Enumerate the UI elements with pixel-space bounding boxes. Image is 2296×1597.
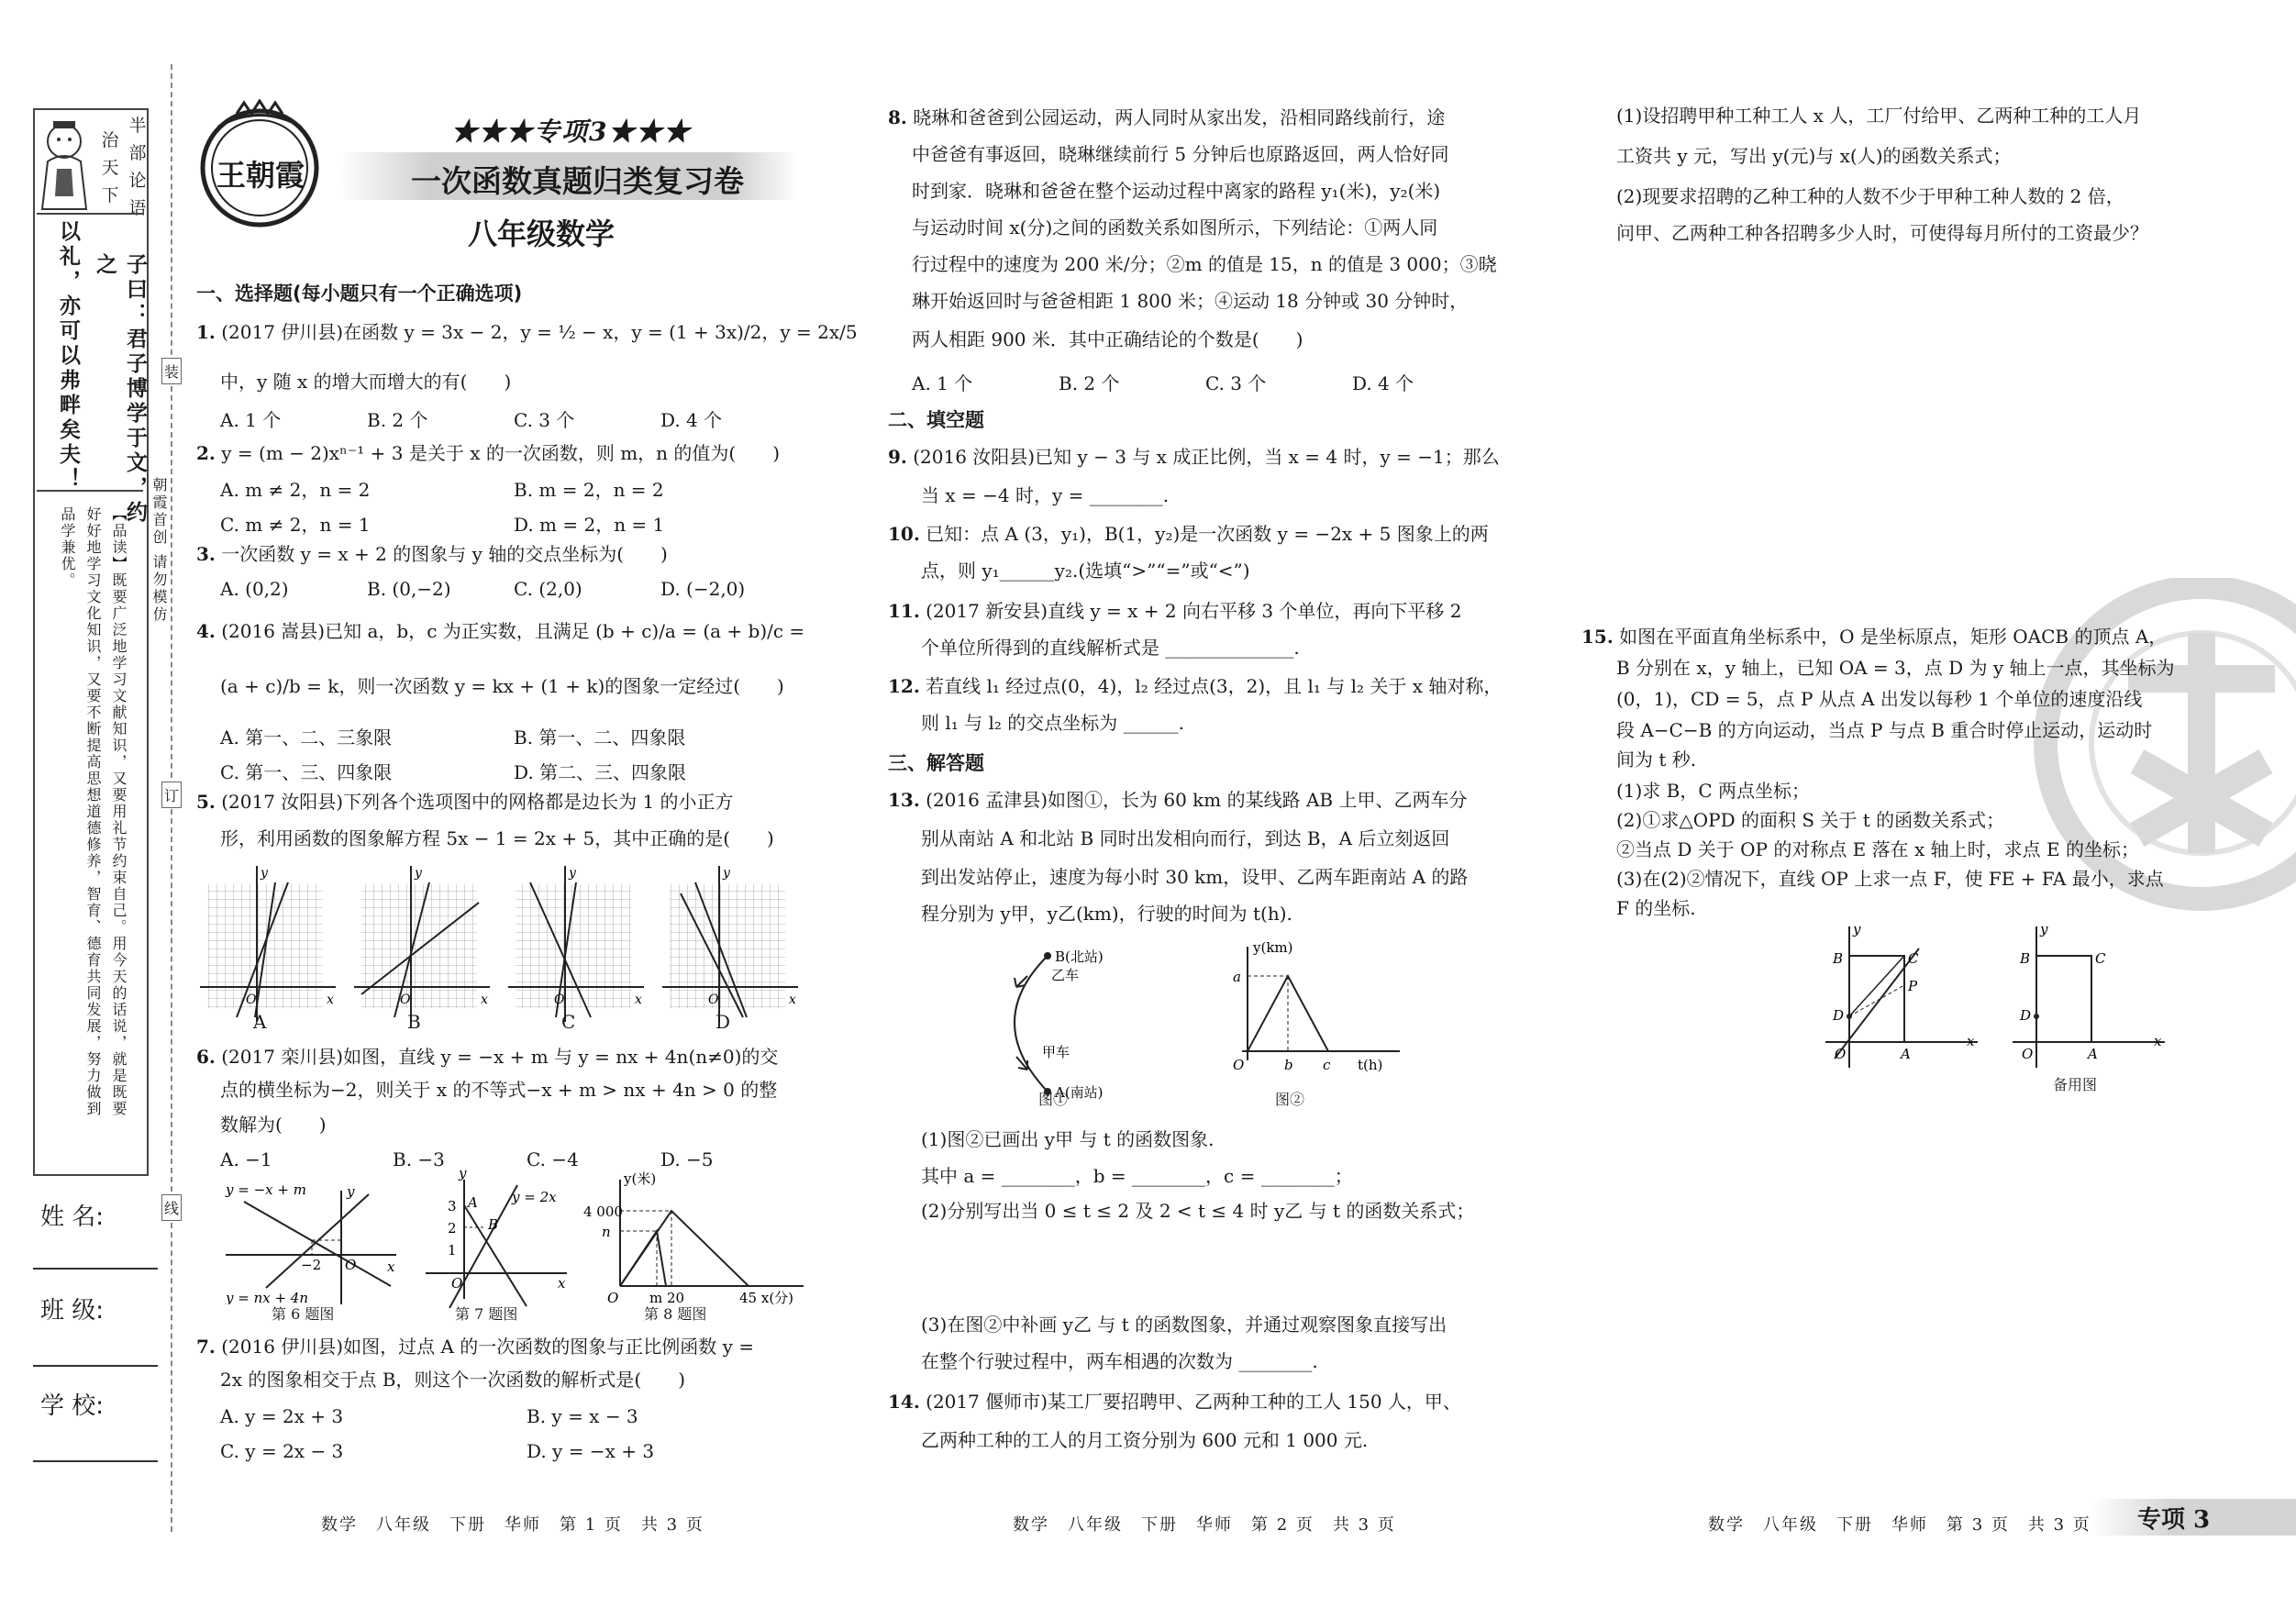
q15-line7: (2)①求△OPD 的面积 S 关于 t 的函数关系式； [1616, 809, 2005, 831]
fig15b-d: D [2020, 1007, 2032, 1024]
fig7-caption: 第 7 题图 [455, 1305, 518, 1323]
q15: 15. 如图在平面直角坐标系中，O 是坐标原点，矩形 OACB 的顶点 A， [1581, 626, 2168, 648]
fig7 [416, 1170, 572, 1308]
fig8-o: O [607, 1290, 619, 1306]
q15-line9: (3)在(2)②情况下，直线 OP 上求一点 F，使 FE + FA 最小，求点 [1616, 868, 2164, 890]
q15-line3: (0，1)，CD = 5，点 P 从点 A 出发以每秒 1 个单位的速度沿线 [1616, 688, 2143, 710]
q2-option-b[interactable]: B. m = 2，n = 2 [514, 479, 664, 501]
q6-option-d[interactable]: D. −5 [660, 1148, 714, 1170]
q8-line5: 行过程中的速度为 200 米/分；②m 的值是 15，n 的值是 3 000；③晓 [912, 253, 1497, 275]
q1-line2: 中，y 随 x 的增大而增大的有( ) [220, 371, 512, 393]
fig6-tick: −2 [301, 1257, 322, 1273]
q3-option-a[interactable]: A. (0,2) [220, 578, 289, 600]
q9-line2[interactable]: 当 x = −4 时，y = ________. [921, 484, 1170, 506]
quote-col1: 子曰：君子博学于文，约之 [93, 253, 147, 526]
q4-option-d[interactable]: D. 第二、三、四象限 [514, 761, 687, 783]
binding-mark-3: 线 [161, 1194, 182, 1221]
q14-part1: (1)设招聘甲种工种工人 x 人，工厂付给甲、乙两种工种的工人月 [1616, 105, 2142, 127]
quote-col2: 以礼，亦可以弗畔矣夫！ [56, 220, 80, 493]
fig13a-b: B(北站) [1055, 948, 1104, 965]
name-field[interactable] [33, 1268, 158, 1270]
seal-text: 朝霞首创 请勿模仿 [150, 477, 168, 625]
fig13a-jia: 甲车 [1042, 1044, 1070, 1060]
q7: 7. (2016 伊川县)如图，过点 A 的一次函数的图象与正比例函数 y = [196, 1336, 755, 1358]
fig7-a: A [468, 1194, 478, 1211]
q6-line3: 数解为( ) [220, 1114, 327, 1136]
q14-part2: (2)现要求招聘的乙种工种的人数不少于甲种工种人数的 2 倍， [1616, 185, 2124, 207]
fig15-b: B [1833, 950, 1844, 967]
class-field[interactable] [33, 1365, 158, 1367]
q1: 1. (2017 伊川县)在函数 y = 3x − 2，y = ½ − x，y = (1 + 3x)/2，y = 2x/5 [196, 321, 858, 343]
fig13b-c: c [1323, 1057, 1331, 1073]
q4-option-a[interactable]: A. 第一、二、三象限 [220, 726, 393, 749]
class-label: 班 级: [40, 1297, 105, 1325]
page-title: 一次函数真题归类复习卷 [411, 163, 744, 199]
q6-option-b[interactable]: B. −3 [393, 1148, 445, 1170]
q14-line2: 乙两种工种的工人的月工资分别为 600 元和 1 000 元. [921, 1429, 1369, 1451]
fig8-m20: m 20 [649, 1290, 685, 1306]
q12: 12. 若直线 l₁ 经过点(0，4)，l₂ 经过点(3，2)，且 l₁ 与 l₂ 关于 x 轴对称， [888, 675, 1503, 697]
footer-page-2: 数学 八年级 下册 华师 第 2 页 共 3 页 [1013, 1515, 1396, 1535]
q8-option-a[interactable]: A. 1 个 [912, 372, 973, 394]
q13: 13. (2016 孟津县)如图①，长为 60 km 的某线路 AB 上甲、乙两车分 [888, 789, 1468, 811]
fig13b-ylab: y(km) [1253, 939, 1293, 956]
svg-text:y: y [261, 866, 268, 881]
q7-option-c[interactable]: C. y = 2x − 3 [220, 1440, 344, 1462]
footer-topic-tag: 专项 3 [2137, 1506, 2211, 1534]
q15-line6: (1)求 B，C 两点坐标； [1616, 780, 1811, 802]
q4: 4. (2016 嵩县)已知 a，b，c 为正实数，且满足 (b + c)/a = (a + b)/c = [196, 620, 805, 642]
svg-text:x: x [789, 993, 796, 1007]
footer-page-1: 数学 八年级 下册 华师 第 1 页 共 3 页 [321, 1515, 704, 1535]
q8-line6: 琳开始返回时与爸爸相距 1 800 米；④运动 18 分钟或 30 分钟时， [912, 290, 1469, 312]
graph-a[interactable] [200, 866, 336, 1022]
q13-line2: 别从南站 A 和北站 B 同时出发相向而行，到达 B，A 后立刻返回 [921, 827, 1450, 849]
q13-part1-blanks[interactable]: 其中 a = ________，b = ________，c = ________； [921, 1165, 1353, 1187]
q7-option-d[interactable]: D. y = −x + 3 [527, 1440, 655, 1462]
svg-text:O: O [246, 993, 257, 1007]
fig8-4000: 4 000 [583, 1203, 623, 1220]
q4-option-b[interactable]: B. 第一、二、四象限 [514, 726, 686, 749]
q1-option-c[interactable]: C. 3 个 [514, 409, 575, 431]
fig15-x: x [1967, 1033, 1975, 1049]
fig7-o: O [451, 1275, 463, 1292]
fig15-main [1816, 921, 1981, 1077]
graph-d[interactable] [662, 866, 798, 1022]
q13-line4: 程分别为 y甲，y乙(km)，行驶的时间为 t(h). [921, 903, 1292, 925]
q15-line10: F 的坐标. [1616, 897, 1696, 919]
svg-text:y: y [569, 866, 576, 881]
fig7-b: B [488, 1216, 499, 1233]
q8-option-b[interactable]: B. 2 个 [1059, 372, 1120, 394]
q8-line2: 中爸爸有事返回，晓琳继续前行 5 分钟后也原路返回，两人恰好同 [912, 143, 1449, 165]
reading-col2: 好好地学习文化知识，又要不断提高思想道德修养，智育、德育共同发展，努力做到 [84, 506, 102, 1117]
q8-option-d[interactable]: D. 4 个 [1352, 372, 1414, 394]
q5-label-c[interactable]: C [561, 1011, 576, 1033]
fig13b-t: t(h) [1358, 1057, 1383, 1073]
q8-line7: 两人相距 900 米．其中正确结论的个数是( ) [912, 328, 1303, 350]
q2-option-c[interactable]: C. m ≠ 2，n = 1 [220, 514, 371, 536]
q15-line8: ②当点 D 关于 OP 的对称点 E 落在 x 轴上时，求点 E 的坐标； [1616, 838, 2139, 860]
q6-option-a[interactable]: A. −1 [220, 1148, 272, 1170]
fig6-eq1: y = −x + m [226, 1181, 306, 1198]
fig7-eq: y = 2x [512, 1189, 557, 1205]
fig15b-b: B [2020, 950, 2031, 967]
topic-label: ★★★专项3★★★ [451, 116, 692, 147]
fig6-eq2: y = nx + 4n [226, 1290, 309, 1304]
fig15-d: D [1833, 1007, 1845, 1024]
binding-mark-2: 订 [161, 782, 182, 808]
school-field[interactable] [33, 1460, 158, 1462]
school-label: 学 校: [40, 1392, 105, 1420]
q5-line2: 形，利用函数的图象解方程 5x − 1 = 2x + 5，其中正确的是( ) [220, 827, 774, 849]
fig7-t2: 2 [448, 1220, 457, 1237]
svg-text:y: y [415, 866, 422, 881]
q14-part1-line2: 工资共 y 元，写出 y(元)与 x(人)的函数关系式； [1616, 145, 2012, 167]
q7-option-a[interactable]: A. y = 2x + 3 [220, 1405, 344, 1427]
svg-text:x: x [327, 993, 334, 1007]
q5-graphs [200, 866, 805, 1037]
q8-line4: 与运动时间 x(分)之间的函数关系如图所示，下列结论：①两人同 [912, 216, 1438, 238]
svg-text:O: O [708, 993, 719, 1007]
q14-part2-line2: 问甲、乙两种工种各招聘多少人时，可使得每月所付的工资最少？ [1616, 222, 2148, 244]
q13-part3: (3)在图②中补画 y乙 与 t 的函数图象，并通过观察图象直接写出 [921, 1314, 1447, 1336]
svg-text:O: O [554, 993, 565, 1007]
q15-line4: 段 A−C−B 的方向运动，当点 P 与点 B 重合时停止运动，运动时 [1616, 719, 2153, 741]
svg-text:x: x [635, 993, 642, 1007]
q3-option-c[interactable]: C. (2,0) [514, 578, 582, 600]
fig8-caption: 第 8 题图 [644, 1305, 707, 1323]
fig15b-caption: 备用图 [2053, 1076, 2098, 1093]
q13-line3: 到出发站停止，速度为每小时 30 km，设甲、乙两车距南站 A 的路 [921, 866, 1469, 888]
svg-text:x: x [481, 993, 488, 1007]
q7-option-b[interactable]: B. y = x − 3 [527, 1405, 638, 1427]
q15-line5: 间为 t 秒. [1616, 749, 1697, 771]
fig13b-a: a [1233, 969, 1241, 985]
fig6-caption: 第 6 题图 [272, 1305, 335, 1323]
q4-option-c[interactable]: C. 第一、三、四象限 [220, 761, 393, 783]
q8: 8. 晓琳和爸爸到公园运动，两人同时从家出发，沿相同路线前行，途 [888, 106, 1446, 128]
q2-option-a[interactable]: A. m ≠ 2，n = 2 [220, 479, 371, 501]
q4-line2: (a + c)/b = k，则一次函数 y = kx + (1 + k)的图象一定经过( ) [220, 675, 784, 697]
confucius-icon [37, 114, 94, 215]
fig6-y: y [347, 1183, 355, 1200]
fig15-a: A [1901, 1046, 1911, 1062]
q2: 2. y = (m − 2)xⁿ⁻¹ + 3 是关于 x 的一次函数，则 m，n 的值为( ) [196, 442, 781, 464]
fig7-x: x [558, 1275, 566, 1292]
logo-text: 王朝霞 [216, 158, 305, 193]
fig15b-o: O [2022, 1046, 2034, 1062]
fig8-x45: 45 x(分) [739, 1290, 794, 1306]
name-label: 姓 名: [40, 1203, 105, 1231]
q3: 3. 一次函数 y = x + 2 的图象与 y 轴的交点坐标为( ) [196, 543, 668, 565]
fig15b-a: A [2088, 1046, 2098, 1062]
q8-option-c[interactable]: C. 3 个 [1205, 372, 1267, 394]
sidebar-quote-divider [37, 213, 143, 215]
fig6-x: x [387, 1259, 395, 1275]
fig15b-c: C [2095, 950, 2106, 967]
fig15-o: O [1835, 1046, 1847, 1062]
section-choice-heading: 一、选择题(每小题只有一个正确选项) [196, 283, 523, 305]
q15-line2: B 分别在 x，y 轴上，已知 OA = 3，点 D 为 y 轴上一点，其坐标为 [1616, 657, 2175, 679]
motto-col-b: 治 天 下 [101, 130, 119, 205]
graph-c[interactable] [508, 866, 644, 1022]
q13-part2: (2)分别写出当 0 ≤ t ≤ 2 及 2 < t ≤ 4 时 y乙 与 t 的函数关系式； [921, 1200, 1475, 1222]
q2-option-d[interactable]: D. m = 2，n = 1 [514, 514, 665, 536]
fig13b-b: b [1284, 1057, 1293, 1073]
q11: 11. (2017 新安县)直线 y = x + 2 向右平移 3 个单位，再向下平移 2 [888, 600, 1462, 622]
q5-label-b[interactable]: B [407, 1011, 421, 1033]
fig15-backup [2003, 921, 2168, 1077]
q5-label-d[interactable]: D [715, 1011, 731, 1033]
fig15b-y: y [2040, 921, 2048, 937]
section-answer-heading: 三、解答题 [888, 752, 984, 774]
q7-line2: 2x 的图象相交于点 B，则这个一次函数的解析式是( ) [220, 1369, 686, 1391]
fig13-a [991, 939, 1174, 1114]
fig7-t1: 1 [448, 1242, 457, 1259]
sidebar-reading-divider [37, 490, 143, 492]
q10: 10. 已知：点 A (3，y₁)，B(1，y₂)是一次函数 y = −2x + 5 图象上的两 [888, 523, 1489, 545]
fig15-p: P [1908, 978, 1918, 994]
q5-label-a[interactable]: A [253, 1011, 267, 1033]
q13-part1: (1)图②已画出 y甲 与 t 的函数图象. [921, 1128, 1215, 1150]
fig15-y: y [1853, 921, 1861, 937]
fig6-o: O [345, 1257, 357, 1273]
q12-line2[interactable]: 则 l₁ 与 l₂ 的交点坐标为 ______. [921, 712, 1184, 734]
svg-text:O: O [400, 993, 411, 1007]
fig13a-a: A(南站) [1055, 1084, 1104, 1101]
motto-col-a: 半 部 论 语 [128, 116, 147, 218]
fig15b-x: x [2154, 1033, 2162, 1049]
q1-option-d[interactable]: D. 4 个 [660, 409, 723, 431]
q14: 14. (2017 偃师市)某工厂要招聘甲、乙两种工种的工人 150 人，甲、 [888, 1391, 1461, 1413]
q6: 6. (2017 栾川县)如图，直线 y = −x + m 与 y = nx + 4n(n≠0)的交 [196, 1046, 779, 1068]
fig15-c: C [1908, 950, 1919, 967]
fig8-n: n [602, 1224, 611, 1240]
reading-col3: 品学兼优。 [59, 506, 76, 589]
fig13-b [1220, 939, 1403, 1086]
q10-line2[interactable]: 点，则 y₁______y₂.(选填“>”“=”或“<”) [921, 560, 1250, 582]
fig8 [583, 1170, 813, 1308]
q1-option-a[interactable]: A. 1 个 [220, 409, 282, 431]
fig6 [216, 1176, 400, 1304]
fig13a-caption: 图① [1038, 1091, 1069, 1108]
section-fill-heading: 二、填空题 [888, 409, 984, 431]
fig13b-o: O [1233, 1057, 1245, 1073]
reading-col1: 【品读】既要广泛地学习文献知识，又要用礼节约束自己。用今天的话说，就是既要 [110, 506, 128, 1117]
footer-page-3: 数学 八年级 下册 华师 第 3 页 共 3 页 [1708, 1515, 2091, 1535]
q8-line3: 时到家．晓琳和爸爸在整个运动过程中离家的路程 y₁(米)，y₂(米) [912, 180, 1441, 202]
q9: 9. (2016 汝阳县)已知 y − 3 与 x 成正比例，当 x = 4 时，y = −1；那么 [888, 446, 1500, 468]
sidebar [0, 0, 180, 1597]
binding-mark-1: 装 [161, 358, 182, 384]
fig13a-yi: 乙车 [1051, 967, 1080, 983]
fig13b-caption: 图② [1275, 1091, 1305, 1108]
q11-line2[interactable]: 个单位所得到的直线解析式是 ______________. [921, 637, 1300, 659]
page-subtitle: 八年级数学 [468, 216, 616, 251]
q3-option-d[interactable]: D. (−2,0) [660, 578, 746, 600]
q3-option-b[interactable]: B. (0,−2) [367, 578, 451, 600]
q5: 5. (2017 汝阳县)下列各个选项图中的网格都是边长为 1 的小正方 [196, 791, 734, 813]
q6-option-c[interactable]: C. −4 [527, 1148, 579, 1170]
fig8-ylab: y(米) [624, 1170, 657, 1187]
q1-option-b[interactable]: B. 2 个 [367, 409, 428, 431]
q6-line2: 点的横坐标为−2，则关于 x 的不等式−x + m > nx + 4n > 0 的整 [220, 1079, 778, 1101]
fig7-t3: 3 [448, 1198, 457, 1214]
fig7-y: y [459, 1170, 467, 1181]
q13-part3-line2[interactable]: 在整个行驶过程中，两车相遇的次数为 ________. [921, 1350, 1318, 1372]
header [183, 92, 826, 275]
graph-b[interactable] [354, 866, 490, 1022]
svg-text:y: y [723, 866, 730, 881]
